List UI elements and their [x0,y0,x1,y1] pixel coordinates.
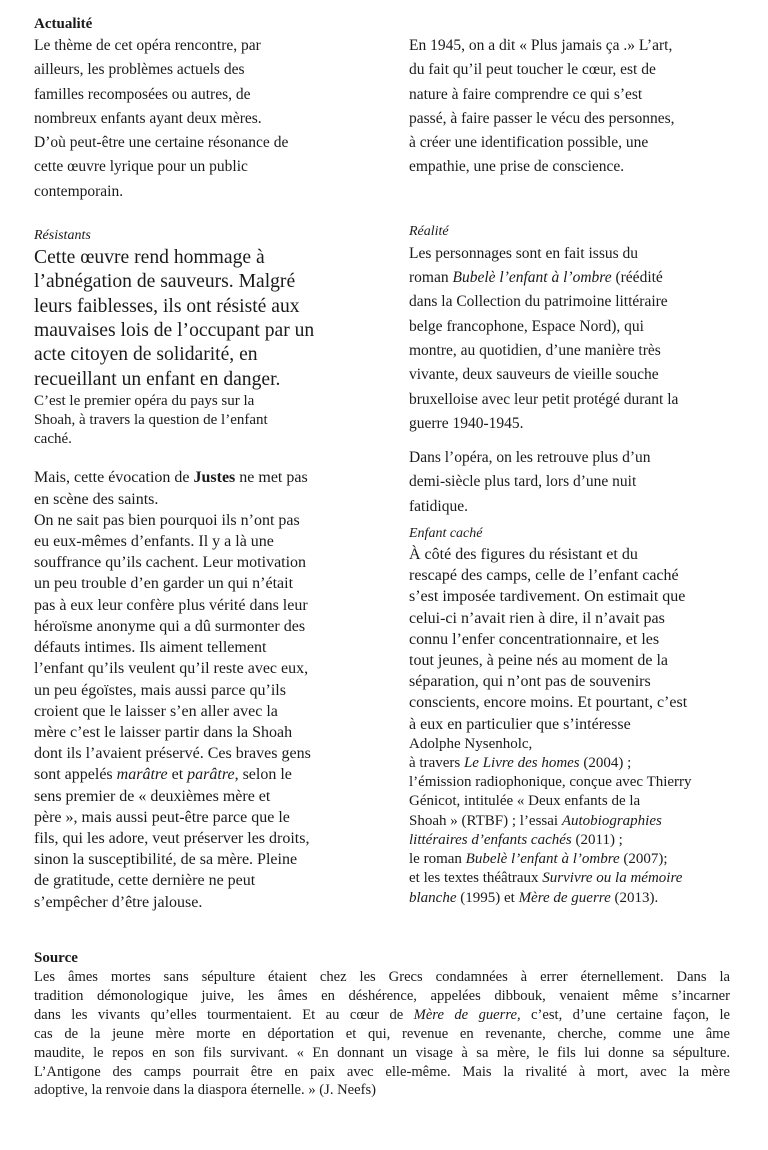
section-enfant-cache [409,524,734,908]
text-line: tout jeunes, à peine nés au moment de la [409,652,669,670]
text-line: Cette œuvre rend hommage à [34,247,265,269]
text-line: littéraires d’enfants cachés (2011) ; [409,831,623,848]
text-line: caché. [34,431,72,448]
text-line: celui-ci n’avait rien à dire, il n’avait pas [409,609,665,627]
text-line: sont appelés marâtre et parâtre, selon le [34,766,292,784]
text-line: s’est imposée tardivement. On estimait que [409,588,686,606]
text-line: vivante, deux sauveurs de vieille souche [409,366,659,384]
text-line: un peu égoïstes, mais aussi parce qu’ils [34,681,286,699]
text-line: À côté des figures du résistant et du [409,546,638,564]
section-justes [34,467,364,912]
text-line: à eux en particulier que s’intéresse [409,715,631,733]
heading-resistants: Résistants [34,228,91,244]
text-line: mère c’est le laisser partir dans la Shoah [34,723,293,741]
text-line: de gratitude, cette dernière ne peut [34,872,256,890]
text-line: dans les vivants qu’elles tourmentaient. Et au cœur de Mère de guerre, c’est, d’une certaine façon, le [34,1006,730,1023]
paragraph-resistants-small [34,392,364,450]
text-line: héroïsme anonyme qui a dû surmonter des [34,617,306,635]
text-line: D’où peut-être une certaine résonance de [34,134,289,152]
paragraph-enfant-cache [409,544,734,735]
text-line: ailleurs, les problèmes actuels des [34,61,245,79]
text-line: Shoah » (RTBF) ; l’essai Autobiographies [409,812,662,829]
text-line: cette œuvre lyrique pour un public [34,158,248,176]
section-source [34,948,730,1100]
text-line: montre, au quotidien, d’une manière très [409,341,661,359]
text-line: père », mais aussi peut-être parce que le [34,808,290,826]
text-line: familles recomposées ou autres, de [34,85,251,103]
text-line: Génicot, intitulée « Deux enfants de la [409,793,641,810]
section-resistants [34,226,364,449]
text-line: On ne sait pas bien pourquoi ils n’ont pas [34,511,300,529]
text-line: nombreux enfants ayant deux mères. [34,109,262,127]
text-line: tradition démonologique juive, les âmes en déshérence, appelées dibbouk, venaient même s’incarner [34,987,730,1004]
paragraph-intro [409,34,734,180]
text-line: et les textes théâtraux Survivre ou la mémoire [409,870,683,887]
heading-enfant-cache: Enfant caché [409,526,483,542]
text-line: conscients, encore moins. Et pourtant, c’est [409,694,688,712]
paragraph-actualite [34,34,364,204]
text-line: pas à eux leur confère plus vérité dans leur [34,596,308,614]
text-line: Les âmes mortes sans sépulture étaient chez les Grecs condamnées à errer éternellement. Dans la [34,969,730,985]
text-line: adoptive, la renvoie dans la diaspora éternelle. » (J. Neefs) [34,1082,377,1099]
text-line: dans la Collection du patrimoine littéraire [409,293,668,311]
heading-source: Source [34,950,78,966]
text-line: mauvaises lois de l’occupant par un [34,319,315,341]
text-line: blanche (1995) et Mère de guerre (2013). [409,889,659,906]
text-line: l’enfant qu’ils veulent qu’il reste avec eux, [34,660,309,678]
text-line: contemporain. [34,182,124,200]
text-line: nature à faire comprendre ce qui s’est [409,85,643,103]
text-line: séparation, qui n’ont pas de souvenirs [409,673,651,691]
text-line: connu l’enfer concentrationnaire, et les [409,630,660,648]
text-line: recueillant un enfant en danger. [34,368,281,390]
text-line: un peu trouble d’en garder un qui n’était [34,575,294,593]
left-column [34,14,364,913]
text-line: L’Antigone des camps pourrait être en paix avec elle-même. Mais la rivalité à mort, avec la mère [34,1063,730,1080]
text-line: C’est le premier opéra du pays sur la [34,392,255,409]
text-line: l’émission radiophonique, conçue avec Thierry [409,774,692,791]
text-line: fatidique. [409,497,468,515]
text-line: passé, à faire passer le vécu des personnes, [409,109,675,127]
text-line: Dans l’opéra, on les retrouve plus d’un [409,449,651,467]
text-line: à créer une identification possible, une [409,134,649,152]
text-line: acte citoyen de solidarité, en [34,344,258,366]
author-name: Adolphe Nysenholc, [409,735,533,752]
text-line: Shoah, à travers la question de l’enfant [34,412,268,429]
text-line: le roman Bubelè l’enfant à l’ombre (2007); [409,851,668,868]
section-actualite [34,14,364,204]
text-line: Le thème de cet opéra rencontre, par [34,37,261,54]
text-line: fils, qui les adore, veut préserver les droits, [34,829,310,847]
text-line: défauts intimes. Ils aiment tellement [34,639,267,657]
text-line: belge francophone, Espace Nord), qui [409,317,644,335]
text-line: En 1945, on a dit « Plus jamais ça .» L’art, [409,37,673,54]
text-line: croient que le laisser s’en aller avec la [34,702,278,720]
paragraph-source [34,968,730,1100]
text-line: souffrance qu’ils cachent. Leur motivation [34,554,307,572]
paragraph-realite [409,242,734,436]
right-column [409,34,734,908]
text-line: dont ils l’avaient préservé. Ces braves gens [34,745,311,763]
text-line: du fait qu’il peut toucher le cœur, est de [409,61,656,79]
paragraph-works [409,735,734,908]
text-line: eu eux-mêmes d’enfants. Il y a là une [34,533,274,551]
paragraph-resistants-large [34,246,364,392]
paragraph-opera [409,446,734,519]
text-line: cas de la jeune mère morte en déportation et qui, revenue en revenante, cherche, comme une âme [34,1025,730,1042]
text-line: Mais, cette évocation de Justes ne met pas [34,469,308,487]
heading-realite: Réalité [409,223,449,239]
text-line: en scène des saints. [34,490,159,508]
text-line: rescapé des camps, celle de l’enfant caché [409,567,679,585]
text-line: empathie, une prise de conscience. [409,158,625,176]
text-line: leurs faiblesses, ils ont résisté aux [34,295,300,317]
text-line: roman Bubelè l’enfant à l’ombre (réédité [409,269,663,287]
text-line: l’abnégation de sauveurs. Malgré [34,271,296,293]
text-line: guerre 1940-1945. [409,414,524,432]
text-line: bruxelloise avec leur petit protégé durant la [409,390,679,408]
text-line: Les personnages sont en fait issus du [409,244,639,262]
text-line: sens premier de « deuxièmes mère et [34,787,271,805]
text-line: s’empêcher d’être jalouse. [34,893,203,911]
text-line: maudite, le repos en son fils survivant. « En donnant un visage à sa mère, le fils lui donne sa sépulture. [34,1044,730,1061]
justes-bold: Justes [193,469,236,487]
section-realite [409,222,734,436]
text-line: sinon la susceptibilité, de sa mère. Pleine [34,851,298,869]
text-line: à travers Le Livre des homes (2004) ; [409,755,632,772]
text-line: demi-siècle plus tard, lors d’une nuit [409,473,637,491]
heading-actualite: Actualité [34,16,93,32]
